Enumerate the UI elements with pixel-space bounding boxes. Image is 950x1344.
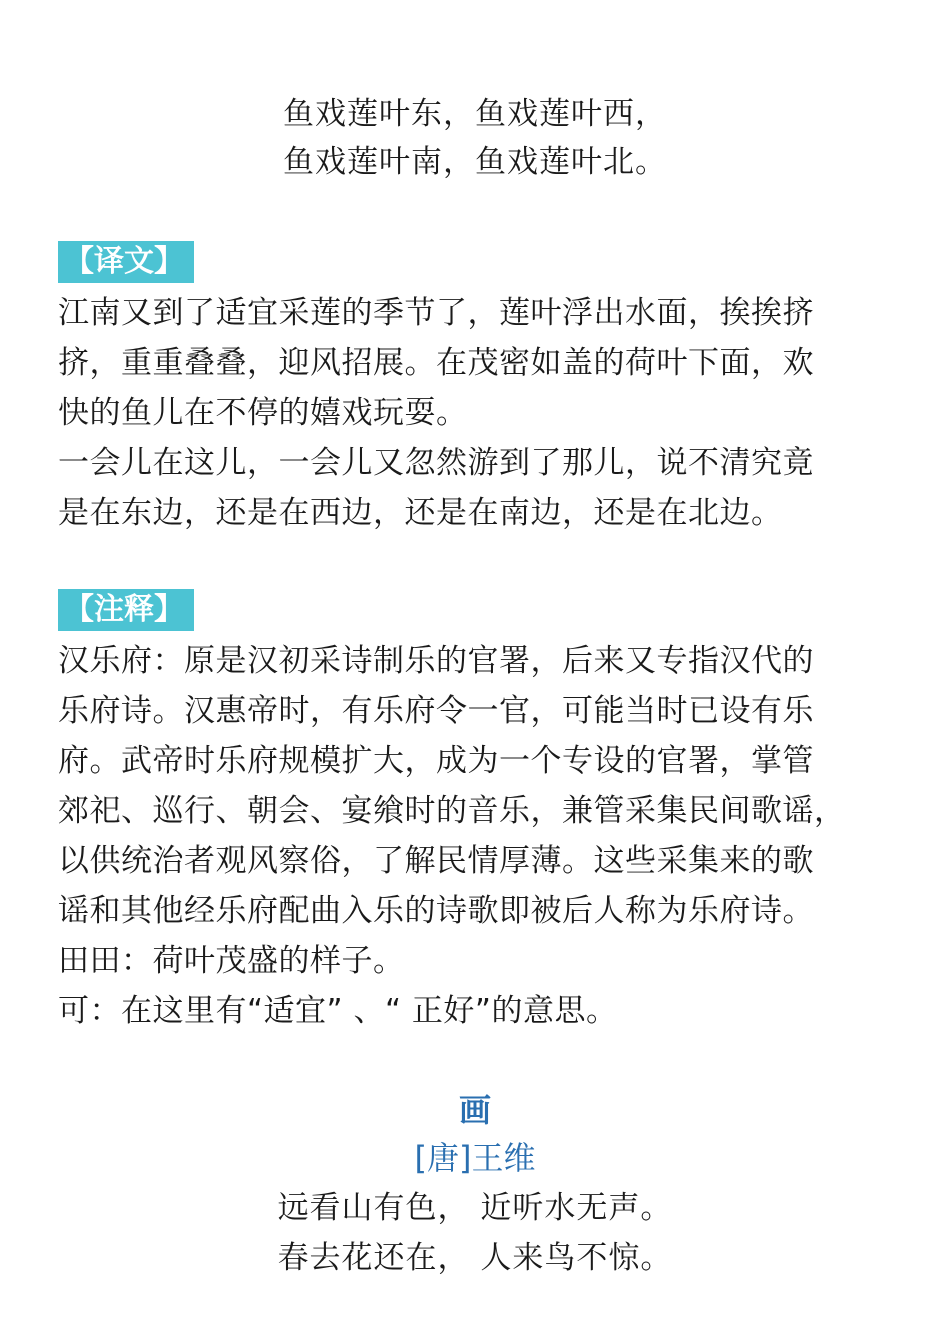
notes-section-tag: 【注释】	[58, 589, 194, 631]
poem2-line-1: 远看山有色， 近听水无声。	[277, 1190, 673, 1226]
translation-line-4: 一会儿在这儿，一会儿又忽然游到了那儿，说不清究竟	[58, 445, 814, 481]
notes-line-6: 谣和其他经乐府配曲入乐的诗歌即被后人称为乐府诗。	[58, 893, 814, 929]
poem-title: 画	[458, 1091, 491, 1129]
notes-line-7: 田田：荷叶茂盛的样子。	[58, 943, 405, 979]
translation-line-2: 挤，重重叠叠，迎风招展。在茂密如盖的荷叶下面，欢	[58, 345, 814, 381]
translation-line-3: 快的鱼儿在不停的嬉戏玩耍。	[58, 395, 468, 431]
notes-line-3: 府。武帝时乐府规模扩大，成为一个专设的官署，掌管	[58, 743, 814, 779]
translation-section-tag: 【译文】	[58, 241, 194, 283]
translation-line-1: 江南又到了适宜采莲的季节了，莲叶浮出水面，挨挨挤	[58, 295, 814, 331]
notes-line-5: 以供统治者观风察俗，了解民情厚薄。这些采集来的歌	[58, 843, 814, 879]
notes-line-1: 汉乐府：原是汉初采诗制乐的官署，后来又专指汉代的	[58, 643, 814, 679]
notes-line-2: 乐府诗。汉惠帝时，有乐府令一官，可能当时已设有乐	[58, 693, 814, 729]
top-poem-line-1: 鱼戏莲叶东，鱼戏莲叶西，	[283, 96, 667, 132]
notes-line-8: 可：在这里有“适宜” 、“ 正好”的意思。	[58, 993, 618, 1029]
notes-line-4: 郊祀、巡行、朝会、宴飨时的音乐，兼管采集民间歌谣，	[58, 793, 846, 829]
top-poem-line-2: 鱼戏莲叶南，鱼戏莲叶北。	[283, 144, 667, 180]
poem-author: [唐]王维	[414, 1139, 536, 1177]
translation-line-5: 是在东边，还是在西边，还是在南边，还是在北边。	[58, 495, 783, 531]
poem2-line-2: 春去花还在， 人来鸟不惊。	[277, 1240, 673, 1276]
